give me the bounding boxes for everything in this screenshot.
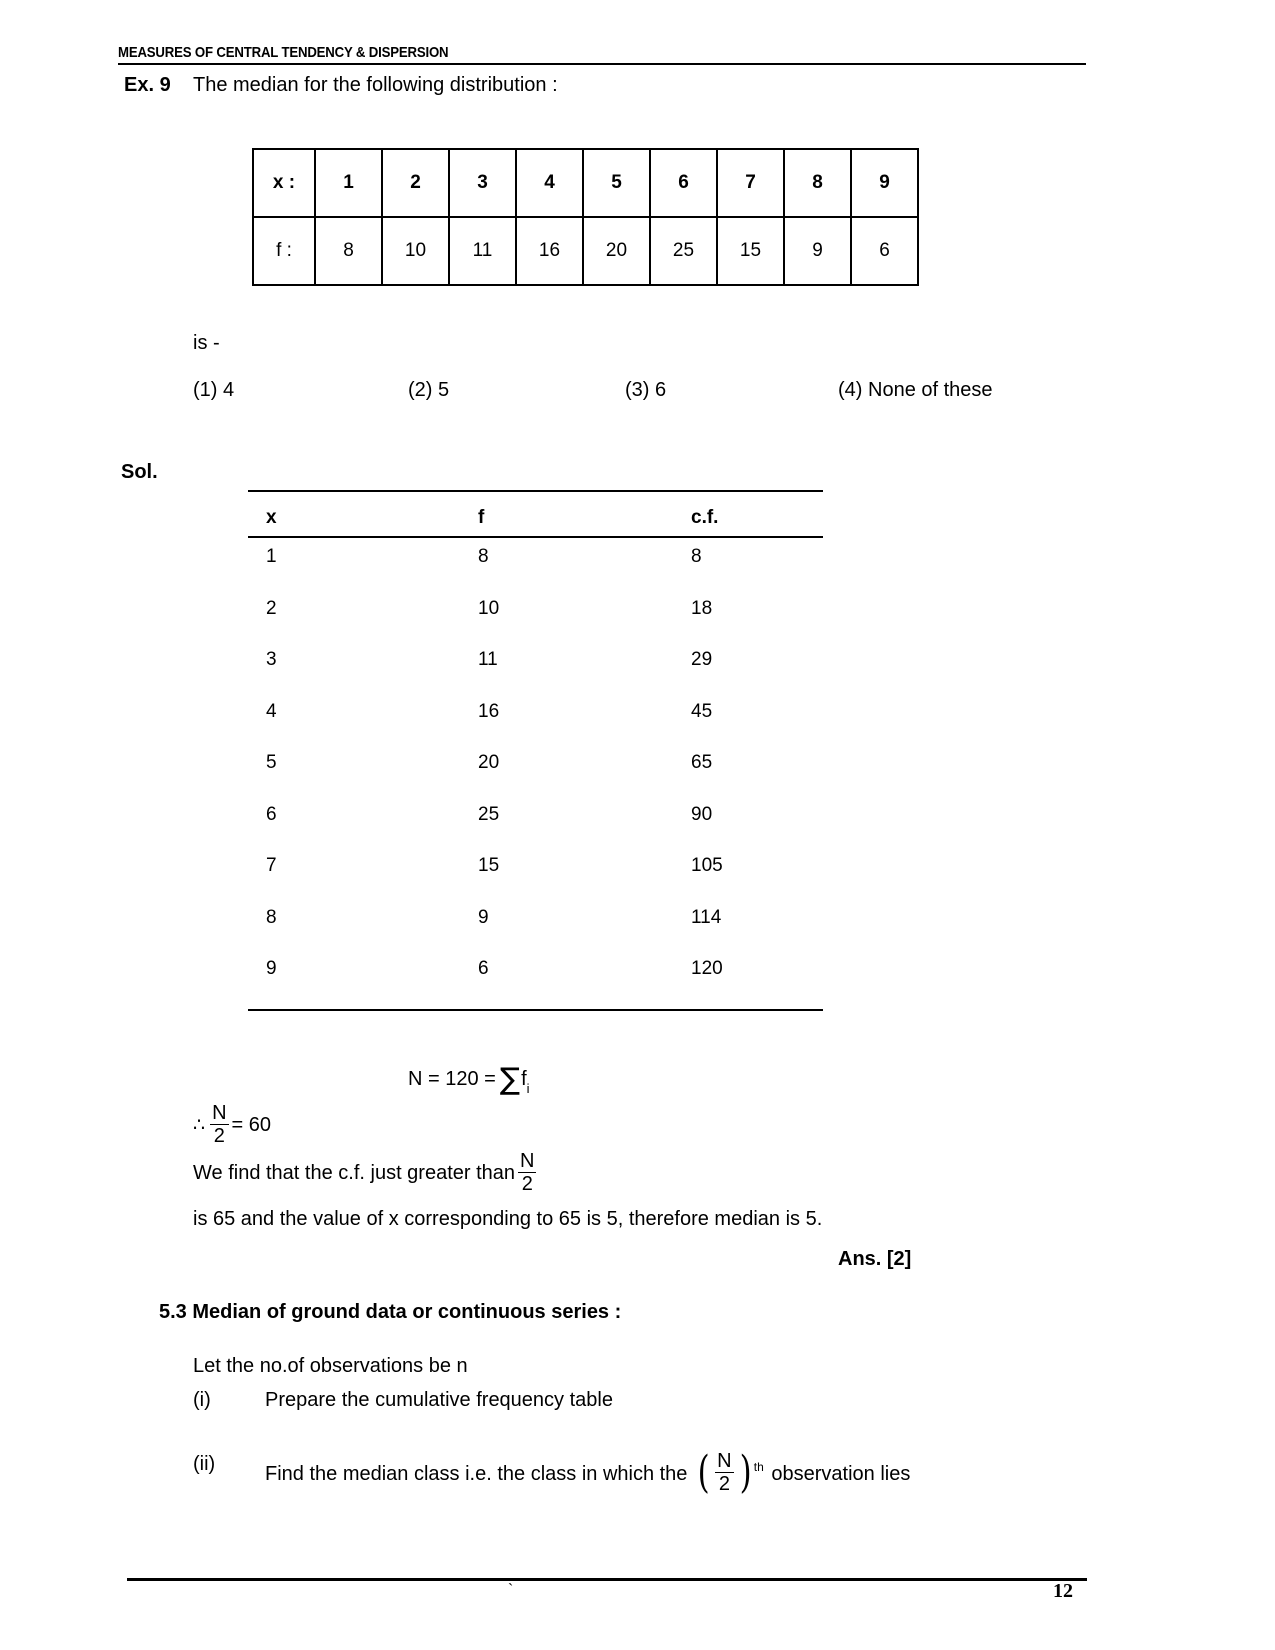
total-term: f [521,1068,527,1090]
sigma-icon: ∑ [499,1062,521,1097]
footer-tick-mark: ` [508,1582,514,1599]
row-2-f: 10 [478,597,500,619]
row-1-f: 8 [478,546,489,567]
cell-f-2: 10 [382,217,449,285]
cell-x-4: 4 [516,149,583,217]
total-frequency-line [408,1062,530,1097]
cell-f-5: 20 [583,217,650,285]
fraction-n-over-2 [715,1451,733,1495]
option-4-num: (4) [838,379,863,401]
header-title: MEASURES OF CENTRAL TENDENCY & DISPERSION [118,44,449,61]
option-1 [193,379,234,402]
header-rule [118,63,1086,65]
distribution-table [252,148,919,286]
row-5-cf: 65 [691,752,713,773]
row-2-cf: 18 [691,597,713,619]
table-row [248,744,823,796]
row-5-x: 5 [266,752,277,773]
cell-x-6: 6 [650,149,717,217]
page-number: 12 [1053,1580,1073,1602]
we-find-line [193,1152,539,1196]
table-row-f [253,217,918,285]
row-5-f: 20 [478,752,500,773]
option-3-text: 6 [655,379,667,401]
option-3-num: (3) [625,379,650,401]
fraction-n-over-2 [210,1103,228,1147]
cell-x-5: 5 [583,149,650,217]
cell-x-1: 1 [315,149,382,217]
solution-table-bottom-rule [248,1009,823,1011]
header-x: x [266,507,277,528]
option-4 [838,379,993,402]
header-cf: c.f. [691,507,719,528]
row-9-cf: 120 [691,958,723,979]
table-row [248,538,823,590]
cell-f-7: 15 [717,217,784,285]
table-row [248,590,823,642]
option-2-num: (2) [408,379,433,401]
row-7-cf: 105 [691,855,723,876]
row-4-x: 4 [266,700,277,722]
cell-x-8: 8 [784,149,851,217]
row-7-f: 15 [478,855,500,876]
fraction-numerator: N [520,1150,535,1172]
header-f: f [478,507,485,528]
footer-rule [127,1578,1087,1581]
list-item: Prepare the cumulative frequency table [265,1389,613,1411]
ordinal-superscript: th [753,1459,764,1474]
fraction-n-over-2 [518,1151,536,1195]
row-3-f: 11 [478,649,498,670]
item-ii-text-after: observation lies [771,1463,911,1486]
fraction-numerator: N [212,1102,227,1124]
section-heading: 5.3 Median of ground data or continuous series : [159,1301,622,1323]
list-item [265,1447,911,1499]
table-row [248,796,823,848]
conclusion-line: is 65 and the value of x corresponding to 65 is 5, therefore median is 5. [193,1208,823,1230]
table-row [248,847,823,899]
example-text: The median for the following distribution : [193,74,558,96]
option-2-text: 5 [438,379,450,401]
cell-x-7: 7 [717,149,784,217]
row-3-x: 3 [266,649,277,670]
cell-f-6: 25 [650,217,717,285]
solution-label: Sol. [121,461,158,483]
total-subscript: i [526,1081,530,1096]
is-line: is - [193,332,220,354]
row-6-cf: 90 [691,803,713,825]
table-row [248,693,823,745]
option-2 [408,379,449,402]
solution-table-header-row [248,492,823,536]
table-row-x [253,149,918,217]
cell-x-2: 2 [382,149,449,217]
cell-f-8: 9 [784,217,851,285]
half-n-equals: = 60 [231,1114,272,1137]
row-7-x: 7 [266,855,277,876]
fraction-denominator: 2 [213,1125,225,1148]
row-1-x: 1 [266,546,277,567]
row-4-f: 16 [478,700,500,722]
row-f-label: f : [253,217,315,285]
cell-x-3: 3 [449,149,516,217]
answer-label: Ans. [2] [838,1248,912,1270]
row-6-f: 25 [478,803,500,825]
row-4-cf: 45 [691,700,713,722]
table-row [248,641,823,693]
half-n-line [193,1104,271,1148]
option-1-num: (1) [193,379,218,401]
row-1-cf: 8 [691,546,702,567]
cell-f-3: 11 [449,217,516,285]
option-1-text: 4 [223,379,235,401]
row-2-x: 2 [266,597,277,619]
row-9-f: 6 [478,958,489,979]
row-8-cf: 114 [691,906,722,928]
section-intro: Let the no.of observations be n [193,1355,468,1377]
option-3 [625,379,666,402]
row-8-x: 8 [266,906,277,928]
page-header [118,44,1086,65]
row-9-x: 9 [266,958,277,979]
row-6-x: 6 [266,803,277,825]
therefore-icon: ∴ [193,1114,206,1137]
parenthesized-fraction [695,1447,764,1499]
row-3-cf: 29 [691,649,713,670]
fraction-denominator: 2 [718,1473,730,1496]
fraction-numerator: N [717,1450,732,1472]
cell-x-9: 9 [851,149,918,217]
right-paren-icon: ) [739,1447,752,1499]
list-item-number: (i) [193,1389,211,1411]
row-8-f: 9 [478,906,489,928]
cell-f-9: 6 [851,217,918,285]
example-label: Ex. 9 [124,74,171,96]
solution-table [248,490,823,1011]
cell-f-4: 16 [516,217,583,285]
list-item-number: (ii) [193,1453,216,1475]
cell-f-1: 8 [315,217,382,285]
option-4-text: None of these [868,379,993,401]
total-prefix: N = 120 = [408,1068,496,1090]
table-row [248,899,823,951]
we-find-text: We find that the c.f. just greater than [193,1162,516,1185]
fraction-denominator: 2 [521,1173,533,1196]
left-paren-icon: ( [697,1447,710,1499]
table-row [248,950,823,1002]
row-x-label: x : [253,149,315,217]
item-ii-text-before: Find the median class i.e. the class in which the [265,1463,688,1486]
